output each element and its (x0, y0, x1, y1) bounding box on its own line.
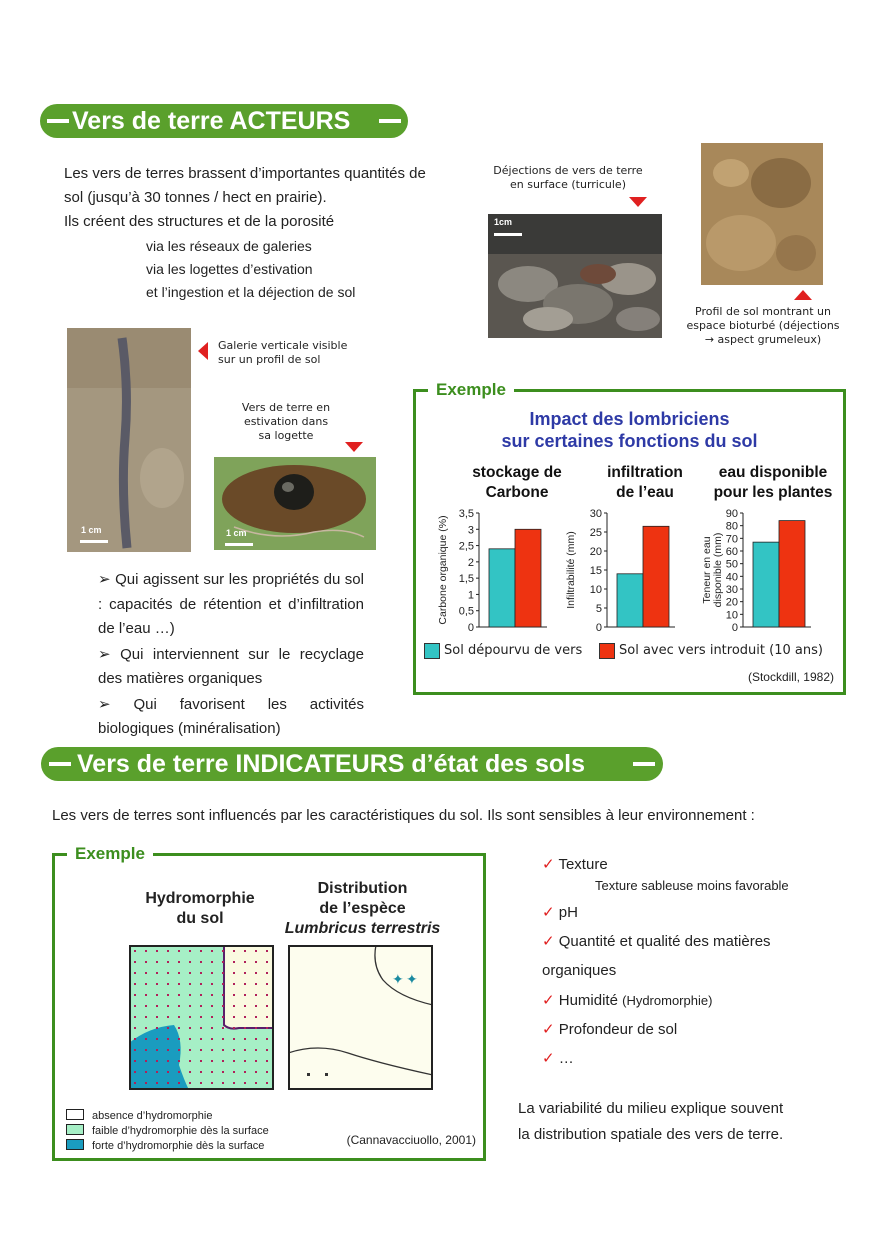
intro-line: sol (jusqu’à 30 tonnes / hect en prairie). (64, 189, 327, 206)
bar (753, 542, 779, 627)
y-tick-label: 10 (589, 584, 602, 596)
earthworm-marker-icon (325, 1073, 328, 1076)
y-axis-label: Carbone organique (%) (437, 515, 449, 625)
y-tick-label: 15 (589, 565, 602, 577)
example1-charts (413, 455, 846, 640)
photo-galerie (67, 328, 191, 552)
via-line: et l’ingestion et la déjection de sol (146, 284, 356, 300)
y-tick-label: 90 (725, 508, 738, 520)
bar (643, 526, 669, 627)
factors-list (542, 853, 862, 1073)
y-tick-label: 30 (725, 584, 738, 596)
photo-logette (214, 457, 376, 550)
factor-note: Texture sableuse moins favorable (595, 878, 789, 893)
y-axis-label: disponible (mm) (712, 532, 724, 608)
map1-title-line: du sol (176, 910, 224, 927)
factor-item: ✓ Profondeur de sol (542, 1021, 678, 1038)
map2-title-line: de l’espèce (319, 900, 406, 917)
y-tick-label: 20 (725, 596, 738, 609)
photo-galerie-image (67, 328, 191, 552)
bullet-item: ➢ Qui interviennent sur le recyclage des matières organiques (98, 645, 364, 687)
y-tick-label: 1 (467, 589, 474, 602)
caption-dejections: Déjections de vers de terre en surface (turricule) (493, 164, 643, 191)
factor-item: ✓ pH (542, 904, 578, 921)
caption-profil: Profil de sol montrant un espace bioturbé (déjections → aspect grumeleux) (686, 305, 840, 346)
y-tick-label: 2 (467, 556, 474, 569)
photo-profil-image (701, 143, 823, 285)
chart-title: Carbone (485, 484, 549, 501)
legend-swatch (66, 1124, 84, 1135)
pointer-arrow (794, 290, 812, 300)
legend-row: forte d’hydromorphie dès la surface (66, 1139, 269, 1154)
chart-title: stockage de (472, 464, 562, 481)
map2-title (275, 879, 450, 939)
example1-title-line: sur certaines fonctions du sol (501, 431, 758, 451)
check-icon: ✓ (542, 992, 559, 1009)
factor-item: ✓ Texture (542, 856, 608, 873)
map1-title-line: Hydromorphie (145, 890, 255, 907)
pointer-arrow (198, 342, 208, 360)
legend-swatch (66, 1109, 84, 1120)
bar (489, 549, 515, 627)
chart-title: pour les plantes (713, 484, 833, 501)
earthworm-marker-icon: ✦ (406, 972, 418, 988)
section1-via-list (146, 235, 355, 304)
legend-label-avec-vers: Sol avec vers introduit (10 ans) (619, 643, 823, 658)
pointer-arrow (629, 197, 647, 207)
check-icon: ✓ (542, 904, 559, 921)
section1-intro (64, 162, 464, 234)
y-tick-label: 5 (595, 603, 602, 615)
factor-item: ✓ Humidité (Hydromorphie) (542, 992, 713, 1009)
y-tick-label: 25 (589, 527, 602, 539)
y-tick-label: 2,5 (458, 540, 474, 553)
photo-profil-bioturbe (701, 143, 823, 285)
check-icon: ✓ (542, 933, 559, 950)
y-tick-label: 0 (731, 622, 738, 634)
caption-galerie: Galerie verticale visible sur un profil de sol (218, 339, 348, 366)
y-tick-label: 60 (725, 546, 738, 558)
caption-estivation: Vers de terre en estivation dans sa logette (241, 401, 331, 442)
chart-title: infiltration (607, 464, 683, 481)
arrow-bullet-icon: ➢ (98, 645, 121, 663)
scale-label: 1 cm (81, 525, 102, 535)
y-tick-label: 1,5 (458, 573, 474, 586)
bullet-item: ➢ Qui favorisent les activités biologiques (minéralisation) (98, 695, 364, 737)
via-line: via les logettes d’estivation (146, 261, 313, 277)
check-icon: ✓ (542, 856, 559, 873)
y-tick-label: 0,5 (458, 605, 474, 618)
example2-legend (66, 1109, 269, 1154)
factor-item: ✓ … (542, 1050, 574, 1067)
via-line: via les réseaux de galeries (146, 238, 312, 254)
legend-row: faible d’hydromorphie dès la surface (66, 1124, 269, 1139)
section1-banner (40, 104, 408, 138)
y-tick-label: 10 (725, 609, 738, 622)
check-icon: ✓ (542, 1021, 559, 1038)
bar (779, 521, 805, 627)
y-tick-label: 30 (589, 508, 602, 520)
scale-bar (80, 540, 108, 543)
legend-row: absence d’hydromorphie (66, 1109, 269, 1124)
arrow-bullet-icon: ➢ (98, 695, 134, 713)
legend-swatch-avec-vers (599, 643, 615, 659)
map2-title-line: Lumbricus terrestris (284, 920, 441, 937)
conclusion-line: La variabilité du milieu explique souvent (518, 1100, 784, 1117)
factor-item: ✓ Quantité et qualité des matières (542, 933, 771, 950)
y-tick-label: 70 (725, 533, 738, 546)
section1-title: Vers de terre ACTEURS (72, 107, 351, 135)
map2-title-line: Distribution (317, 880, 408, 897)
map1-title (130, 889, 270, 929)
example2-label: Exemple (67, 844, 153, 864)
bar (617, 574, 643, 627)
arrow-bullet-icon: ➢ (98, 571, 116, 588)
legend-label-sans-vers: Sol dépourvu de vers (444, 643, 583, 658)
legend-swatch (66, 1139, 84, 1150)
example1-title-line: Impact des lombriciens (529, 409, 730, 429)
pointer-arrow (345, 442, 363, 452)
scale-bar (494, 233, 522, 236)
example1-source: (Stockdill, 1982) (747, 670, 834, 684)
y-tick-label: 3 (467, 524, 474, 537)
y-tick-label: 0 (595, 622, 602, 634)
y-tick-label: 0 (467, 622, 474, 634)
bar (515, 529, 541, 627)
section2-banner (41, 747, 663, 781)
example1-title (413, 408, 846, 452)
chart-title: eau disponible (718, 464, 828, 481)
example2-source: (Cannavacciuollo, 2001) (346, 1133, 476, 1147)
y-tick-label: 40 (725, 571, 738, 584)
y-tick-label: 3,5 (458, 508, 474, 520)
intro-line: Ils créent des structures et de la porosité (64, 213, 335, 230)
photo-dejections (488, 214, 662, 338)
example1-label: Exemple (428, 380, 514, 400)
scale-label: 1 cm (226, 528, 247, 538)
bullet-item: ➢ Qui agissent sur les propriétés du sol : capacités de rétention et d’infiltration de l’eau …) (98, 571, 364, 637)
section1-bullets (98, 568, 364, 742)
scale-bar (225, 543, 253, 546)
factors-conclusion (518, 1096, 828, 1148)
scale-label: 1cm (494, 217, 513, 227)
y-tick-label: 20 (589, 546, 602, 558)
conclusion-line: la distribution spatiale des vers de terre. (518, 1126, 784, 1143)
map-distribution (288, 945, 433, 1090)
section2-title: Vers de terre INDICATEURS d’état des sols (77, 750, 586, 778)
check-icon: ✓ (542, 1050, 559, 1067)
y-axis-label: Teneur en eau (701, 536, 713, 604)
earthworm-marker-icon (307, 1073, 310, 1076)
y-tick-label: 80 (725, 520, 738, 533)
factor-item-cont: organiques (542, 962, 617, 979)
chart-title: de l’eau (616, 484, 674, 501)
section2-intro: Les vers de terres sont influencés par les caractéristiques du sol. Ils sont sensibles à leur environnement : (52, 807, 755, 824)
earthworm-marker-icon: ✦ (392, 972, 404, 988)
y-axis-label: Infiltrabilité (mm) (565, 531, 577, 609)
example1-legend (424, 643, 844, 661)
legend-swatch-sans-vers (424, 643, 440, 659)
intro-line: Les vers de terres brassent d’importantes quantités de (64, 165, 426, 182)
y-tick-label: 50 (725, 558, 738, 571)
map-hydromorphie (129, 945, 274, 1090)
